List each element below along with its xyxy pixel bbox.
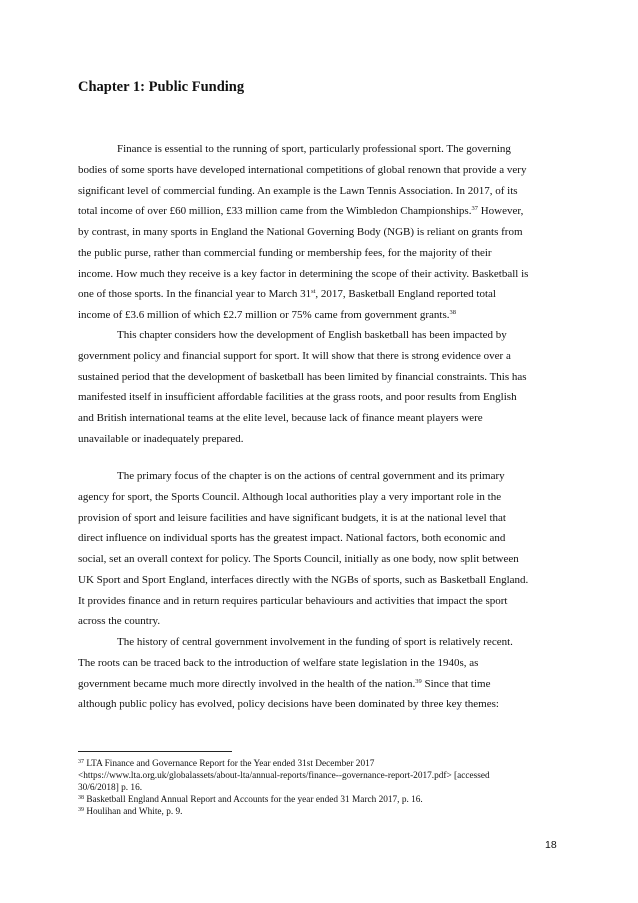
superscript: st [311, 288, 316, 296]
text-line: income of £3.6 million of which £2.7 million or 75% came from government grants.$^{38}$ [78, 309, 456, 321]
superscript: 39 [415, 677, 422, 685]
text-line: direct influence on individual sports has the greatest impact. National factors, both economic and [78, 532, 506, 545]
text-line: Finance is essential to the running of sport, particularly professional sport. The governing [117, 143, 511, 155]
footnote-line: $^{39}$ Houlihan and White, p. 9. [78, 807, 183, 817]
footnote-line: <https://www.lta.org.uk/globalassets/about-lta/annual-reports/finance--governance-report-2017.pdf> [accessed [78, 771, 490, 781]
footnote-separator [78, 751, 232, 752]
text-line: and British international teams at the elite level, because lack of finance meant players were [78, 412, 483, 424]
text-line: although public policy has evolved, policy decisions have been dominated by three key themes: [78, 698, 499, 711]
text-line: bodies of some sports have developed international competitions of global renown that provide a very [78, 163, 527, 176]
text-line: the public purse, rather than commercial funding or membership fees, for the majority of their [78, 246, 492, 259]
text-line: manifested itself in insufficient affordable facilities at the grass roots, and poor results from English [78, 391, 517, 404]
footnote-line: $^{38}$ Basketball England Annual Report and Accounts for the year ended 31 March 2017, p. 16. [78, 795, 423, 805]
chapter-title: Chapter 1: Public Funding [78, 79, 245, 95]
footnote-number: 39 [78, 807, 84, 813]
text-line: UK Sport and Sport England, interfaces directly with the NGBs of sports, such as Basketball England. [78, 573, 529, 586]
text-line: by contrast, in many sports in England the National Governing Body (NGB) is reliant on grants from [78, 226, 523, 238]
footnote-number: 38 [78, 795, 84, 801]
text-line: income. How much they receive is a key factor in determining the scope of their activity. Basketball is [78, 267, 529, 280]
text-line: provision of sport and leisure facilities and have significant budgets, it is at the national level that [78, 511, 506, 524]
text-line: one of those sports. In the financial year to March 31st, 2017, Basketball England reported total [78, 288, 496, 301]
text-line: The roots can be traced back to the introduction of welfare state legislation in the 1940s, as [78, 656, 479, 669]
text-line: It provides finance and in return requires particular behaviours and activities that impact the sport [78, 594, 508, 607]
text-line: significant level of commercial funding. An example is the Lawn Tennis Association. In 2017, of its [78, 184, 518, 197]
superscript: 38 [449, 309, 456, 316]
text-line: total income of over £60 million, £33 million came from the Wimbledon Championships.$^{37}$ However, [78, 205, 524, 218]
text-line: government became much more directly involved in the health of the nation.$^{39}$ Since that time [78, 677, 491, 690]
footnote-number: 37 [78, 759, 84, 765]
footnote-line: $^{37}$ LTA Finance and Governance Report for the Year ended 31st December 2017 [78, 759, 375, 769]
text-line: unavailable or inadequately prepared. [78, 432, 244, 445]
text-line: This chapter considers how the development of English basketball has been impacted by [117, 329, 507, 341]
footnote-line: 30/6/2018] p. 16. [78, 783, 143, 793]
text-line: social, set an overall context for policy. The Sports Council, initially as one body, now split between [78, 553, 519, 565]
text-line: across the country. [78, 615, 161, 628]
text-line: sustained period that the development of basketball has been limited by financial constraints. This has [78, 370, 527, 383]
text-line: The history of central government involvement in the funding of sport is relatively recent. [117, 636, 513, 648]
page-number: 18 [545, 839, 557, 851]
superscript: 37 [471, 205, 478, 213]
text-line: government policy and financial support for sport. It will show that there is strong evidence over a [78, 349, 511, 362]
text-line: The primary focus of the chapter is on the actions of central government and its primary [117, 470, 505, 482]
text-line: agency for sport, the Sports Council. Although local authorities play a very important role in the [78, 490, 502, 503]
